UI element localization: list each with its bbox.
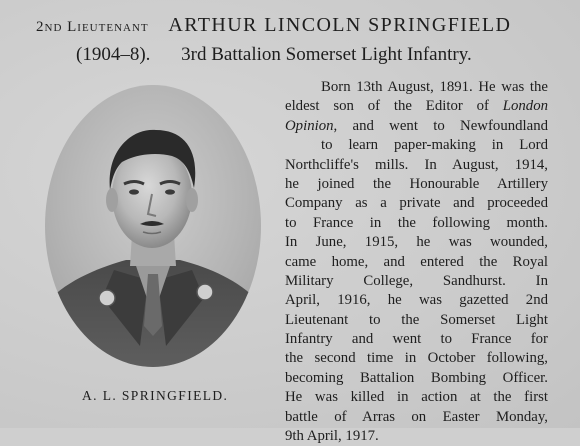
portrait-photo [44, 84, 262, 368]
bio-line: Infantry and went to France for [285, 331, 548, 348]
bio-line: he joined the Honourable Artillery [285, 175, 548, 192]
bio-line: 9th April, 1917. [285, 428, 379, 445]
bio-line [285, 97, 548, 116]
bio-line: Northcliffe's mills. In August, 1914, [285, 156, 548, 173]
heading-rank-and-name [36, 14, 556, 37]
bio-line: to learn paper-making in Lord [321, 137, 548, 154]
bio-line: Lieutenant to the Somerset Light [285, 311, 548, 328]
bio-line: In June, 1915, he was wounded, [285, 234, 548, 251]
bio-line: Born 13th August, 1891. He was the [321, 79, 548, 95]
bio-line: the second time in October following, [285, 350, 548, 367]
portrait-caption: A. L. SPRINGFIELD. [82, 388, 229, 403]
bio-line: battle of Arras on Easter Monday, [285, 408, 548, 425]
bio-line: Military College, Sandhurst. In [285, 272, 548, 289]
regiment-unit: 3rd Battalion Somerset Light Infantry. [181, 44, 472, 65]
bio-line-text: eldest son of the Editor of [285, 98, 503, 115]
bio-line: Company as a private and proceeded [285, 195, 548, 212]
bio-line: He was killed in action at the first [285, 389, 548, 406]
bio-italic-title: Opinion [285, 117, 334, 134]
bio-line [285, 117, 548, 136]
heading-years-and-unit [76, 44, 472, 66]
bio-line: April, 1916, he was gazetted 2nd [285, 292, 548, 309]
bio-line: becoming Battalion Bombing Officer. [285, 369, 548, 386]
school-years: (1904–8). [76, 44, 151, 65]
biography-text [285, 78, 548, 446]
soldier-name: ARTHUR LINCOLN SPRINGFIELD [168, 14, 512, 36]
rank-label: 2nd Lieutenant [36, 19, 149, 35]
bio-italic-title: London [502, 98, 548, 115]
bio-line: to France in the following month. [285, 214, 548, 231]
bio-line-rest: , and went to Newfoundland [333, 117, 548, 134]
bio-line: came home, and entered the Royal [285, 253, 548, 270]
